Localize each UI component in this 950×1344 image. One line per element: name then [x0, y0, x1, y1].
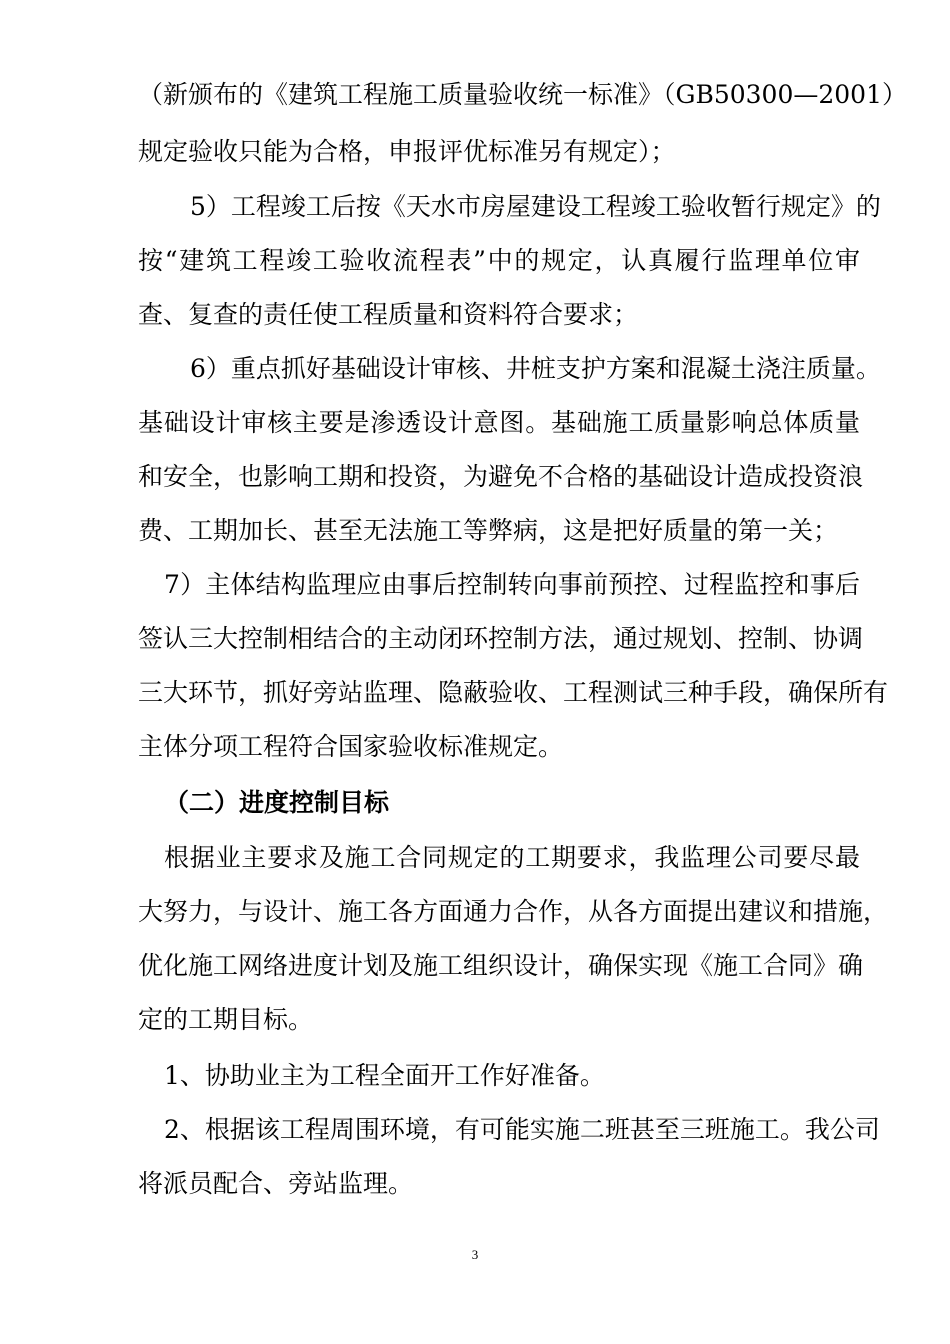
text-line: 基础设计审核主要是渗透设计意图。基础施工质量影响总体质量 [138, 408, 860, 437]
text-line: 2、根据该工程周围环境，有可能实施二班甚至三班施工。我公司 [164, 1115, 880, 1144]
page-number: 3 [471, 1247, 479, 1262]
text-line: 大努力，与设计、施工各方面通力合作，从各方面提出建议和措施， [138, 897, 889, 926]
text-line: 查、复查的责任使工程质量和资料符合要求； [138, 300, 639, 329]
text-line: 5）工程竣工后按《天水市房屋建设工程竣工验收暂行规定》的 [190, 192, 881, 221]
text-line: 和安全，也影响工期和投资，为避免不合格的基础设计造成投资浪 [138, 462, 864, 491]
text-line: 规定验收只能为合格，申报评优标准另有规定）； [138, 137, 676, 166]
text-line: 签认三大控制相结合的主动闭环控制方法，通过规划、控制、协调 [138, 624, 864, 653]
text-line: 主体分项工程符合国家验收标准规定。 [138, 732, 564, 761]
text-line: （新颁布的《建筑工程施工质量验收统一标准》（GB50300—2001） [138, 80, 907, 109]
text-line: 6）重点抓好基础设计审核、井桩支护方案和混凝土浇注质量。 [190, 354, 881, 383]
text-line: 优化施工网络进度计划及施工组织设计，确保实现《施工合同》确 [138, 951, 864, 980]
text-line: 按“建筑工程竣工验收流程表”中的规定，认真履行监理单位审 [138, 246, 860, 275]
text-line: 定的工期目标。 [138, 1005, 314, 1034]
text-line: 费、工期加长、甚至无法施工等弊病，这是把好质量的第一关； [138, 516, 839, 545]
section-heading: （二）进度控制目标 [164, 788, 390, 817]
text-line: 1、协助业主为工程全面开工作好准备。 [164, 1061, 605, 1090]
text-line: 根据业主要求及施工合同规定的工期要求，我监理公司要尽最 [164, 843, 860, 872]
text-line: 三大环节，抓好旁站监理、隐蔽验收、工程测试三种手段，确保所有 [138, 678, 889, 707]
text-line: 将派员配合、旁站监理。 [138, 1169, 414, 1198]
text-line: 7）主体结构监理应由事后控制转向事前预控、过程监控和事后 [164, 570, 860, 599]
